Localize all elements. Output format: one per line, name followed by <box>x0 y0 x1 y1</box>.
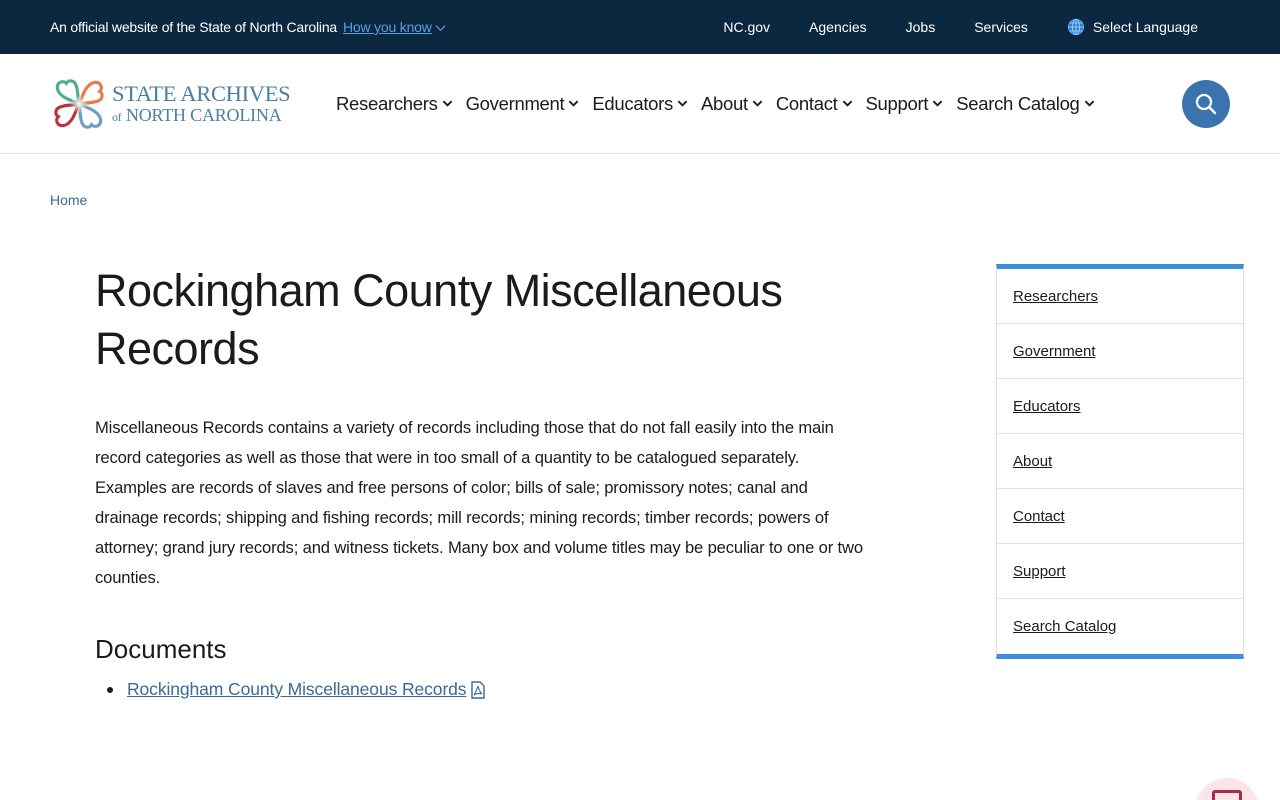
logo-line2-text: NORTH CAROLINA <box>125 105 282 126</box>
chat-icon <box>1212 790 1242 800</box>
chevron-down-icon <box>932 98 943 109</box>
site-header <box>0 54 1280 154</box>
logo-line2 <box>112 106 290 124</box>
nav-label: About <box>700 92 748 114</box>
description-text: Miscellaneous Records contains a variety of records including those that do not fall easily into the main record categories as well as those that were in too small of a quantity to be catalogued separately. Examples are records of slaves and free persons of color; bills of sale; promissory notes; canal and drainage records; shipping and fishing records; mill records; mining records; timber records; powers of attorney; grand jury records; and witness tickets. Many box and volume titles may be peculiar to one or two counties. <box>95 418 863 587</box>
sidebar-nav <box>996 264 1244 659</box>
globe-icon <box>1067 18 1085 36</box>
nav-label: Government <box>465 92 565 114</box>
chevron-down-icon <box>1084 98 1095 109</box>
logo-of: of <box>112 110 122 125</box>
chevron-down-icon <box>677 98 688 109</box>
document-link[interactable]: Rockingham County Miscellaneous Records <box>127 679 467 699</box>
ncgov-link[interactable]: NC.gov <box>723 19 771 35</box>
select-language-button[interactable] <box>1067 18 1198 36</box>
jobs-link[interactable]: Jobs <box>905 19 936 35</box>
chevron-down-icon <box>435 22 446 33</box>
nav-educators[interactable] <box>592 93 688 115</box>
agencies-link[interactable]: Agencies <box>809 19 867 35</box>
logo-text <box>112 80 291 126</box>
logo-line1: STATE ARCHIVES <box>112 80 291 106</box>
chevron-down-icon <box>442 98 453 109</box>
sidebar-item-about[interactable]: About <box>997 434 1243 489</box>
chat-button[interactable] <box>1195 778 1259 800</box>
site-logo[interactable] <box>52 77 300 131</box>
nav-search-catalog[interactable] <box>956 93 1094 115</box>
breadcrumb-home[interactable]: Home <box>50 192 88 208</box>
nav-label: Search Catalog <box>956 92 1080 114</box>
search-icon <box>1194 92 1218 116</box>
sidebar-item-search-catalog[interactable]: Search Catalog <box>1013 618 1117 635</box>
how-you-know-label: How you know <box>343 19 432 35</box>
page-title: Rockingham County Miscellaneous Records <box>95 265 783 374</box>
nav-researchers[interactable] <box>336 93 453 115</box>
sidebar-item-educators[interactable]: Educators <box>997 379 1243 434</box>
documents-list <box>95 679 875 700</box>
nav-label: Educators <box>592 92 673 114</box>
services-link[interactable]: Services <box>974 19 1028 35</box>
document-item <box>107 679 875 700</box>
pdf-icon <box>470 681 486 699</box>
official-notice <box>50 19 446 35</box>
official-text: An official website of the State of North Carolina <box>50 19 338 35</box>
chevron-down-icon <box>752 98 763 109</box>
sidebar-item-contact[interactable]: Contact <box>997 489 1243 544</box>
nav-label: Contact <box>775 92 838 114</box>
select-language-label: Select Language <box>1092 19 1198 35</box>
sidebar-item-government[interactable]: Government <box>997 324 1243 379</box>
main-content <box>95 262 875 700</box>
chevron-down-icon <box>568 98 579 109</box>
breadcrumb <box>50 192 87 208</box>
nav-label: Support <box>865 92 929 114</box>
sidebar-item-support[interactable]: Support <box>997 544 1243 599</box>
main-nav <box>336 93 1108 115</box>
how-you-know-link[interactable] <box>343 19 446 35</box>
search-button[interactable] <box>1182 80 1230 128</box>
nav-label: Researchers <box>336 92 438 114</box>
nav-about[interactable] <box>701 93 763 115</box>
documents-heading: Documents <box>95 634 227 664</box>
nav-support[interactable] <box>866 93 944 115</box>
gov-banner <box>0 0 1280 54</box>
nav-government[interactable] <box>466 93 580 115</box>
sidebar-item-researchers[interactable]: Researchers <box>997 269 1243 324</box>
gov-links <box>723 18 1230 36</box>
nav-contact[interactable] <box>776 93 853 115</box>
clover-logo-icon <box>52 77 106 131</box>
chevron-down-icon <box>842 98 853 109</box>
